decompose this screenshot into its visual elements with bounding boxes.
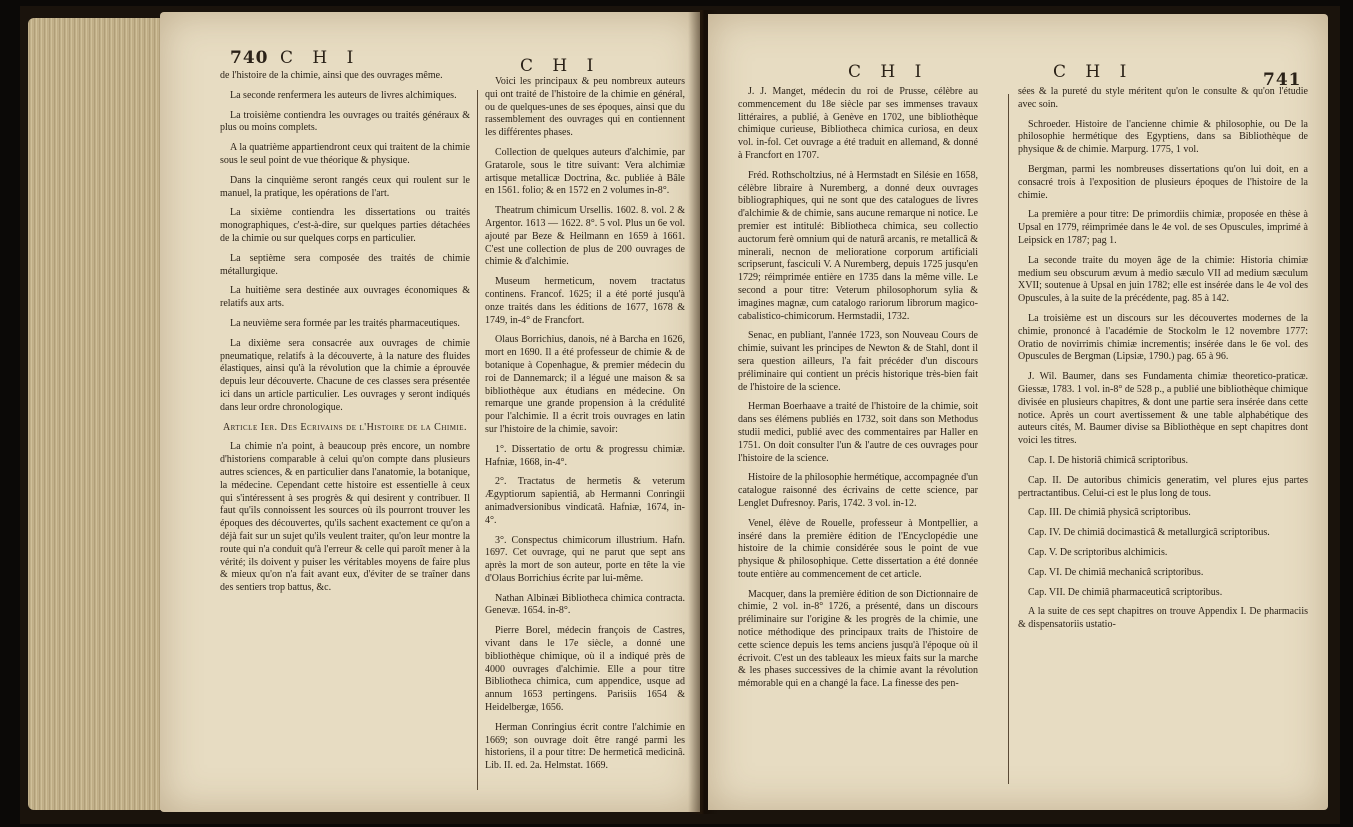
- paragraph: Olaus Borrichius, danois, né à Barcha en 1626, mort en 1690. Il a été professeur de chimie & de botanique à Copenhague, & premier médecin du roi de Dannemarck; il a légué une maison & sa bibliothèque aux étudians en médecine. On remarque une grande propension à la crédulité pour l'alchimie. Il a écrit trois ouvrages en latin sur l'histoire de la chimie, savoir:: [485, 334, 685, 435]
- paragraph: Macquer, dans la première édition de son Dictionnaire de chimie, 2 vol. in-8° 1726, a présenté, dans un discours préliminaire sur l'origine & les progrès de la chimie, une notice méthodique des principaux traits de l'histoire de cette science depuis les tems anciens jusqu'à l'époque où il écrivoit. C'est un des tableaux les mieux faits sur la marche & les phases successives de la chimie avant la révolution mémorable qui en a changé la face. La finesse des pen-: [738, 588, 978, 690]
- paragraph: La huitième sera destinée aux ouvrages économiques & relatifs aux arts.: [220, 285, 470, 310]
- text-column-1: [220, 70, 470, 805]
- right-page: [708, 14, 1328, 810]
- paragraph: Venel, élève de Rouelle, professeur à Montpellier, a inséré dans la première édition de l'Encyclopédie une histoire de la chimie considérée sous le point de vue physique & philosophique. Cette dissertation a été donnée toute entière au commencement de cet article.: [738, 517, 978, 580]
- paragraph: Bergman, parmi les nombreuses dissertations qu'on lui doit, en a consacré trois à l'exposition de plusieurs époques de l'histoire de la chimie.: [1018, 163, 1308, 201]
- paragraph: La sixième contiendra les dissertations ou traités monographiques, c'est-à-dire, sur quelques parties détachées de la chimie ou sur quelques corps en particulier.: [220, 207, 470, 244]
- column-rule: [1008, 94, 1009, 784]
- paragraph: Theatrum chimicum Ursellis. 1602. 8. vol. 2 & Argentor. 1613 — 1622. 8°. 5 vol. Plus un 6e vol. ajouté par Beze & Heilmann en 1659 à 1661. C'est une collection de plus de 200 ouvrages de chimie & d'alchimie.: [485, 205, 685, 268]
- paragraph: Fréd. Rothscholtzius, né à Hermstadt en Silésie en 1658, célèbre libraire à Nuremberg, a donné deux ouvrages bibliographiques, qui ne sont que des catalogues de livres d'alchimie & de chimie, sans aucune remarque ni notice. Le premier est intitulé: Bibliotheca chimica, seu collectio auctorum ferè omnium qui de naturâ arcanis, re metallicâ & minerali, necnon de melioratione corporum artificiali scripserunt, fasciculi V. A Nuremberg, depuis 1725 jusqu'en 1729; réimprimée entière en 1735 dans la même ville. Le second a pour titre: Veterum philosophorum sylia & imagines magnæ, cum catalogo rariorum librorum magico-cabalistico-chimicorum. Hermstadii, 1732.: [738, 169, 978, 322]
- paragraph: Dans la cinquième seront rangés ceux qui roulent sur le manuel, la pratique, les opérations de l'art.: [220, 174, 470, 199]
- page-edges: [28, 18, 178, 810]
- paragraph: Nathan Albinæi Bibliotheca chimica contracta. Genevæ. 1654. in-8°.: [485, 592, 685, 617]
- paragraph: J. J. Manget, médecin du roi de Prusse, célèbre au commencement du 18e siècle par ses immenses travaux littéraires, a publié, à Genève en 1702, une bibliothèque chimique curieuse, Bibliotheca chimica curiosa, en deux vol. in-fol. Cet ouvrage a été traduit en allemand, & donné à Francfort en 1707.: [738, 86, 978, 161]
- paragraph: Histoire de la philosophie hermétique, accompagnée d'un catalogue raisonné des écrivains de cette science, par Lenglet Dufresnoy. Paris, 1742. 3 vol. in-12.: [738, 472, 978, 509]
- paragraph: Cap. I. De historiâ chimicâ scriptoribus.: [1028, 454, 1188, 466]
- paragraph: La troisième est un discours sur les découvertes modernes de la chimie, prononcé à l'académie de Stockolm le 12 novembre 1777: Oratio de novirrimis chimiæ incrementis; insérée dans le 6e vol. des Opuscules de Bergman (Lipsiæ, 1790.) pag. 65 à 96.: [1018, 312, 1308, 363]
- running-head: C H I: [520, 56, 601, 76]
- paragraph: Schroeder. Histoire de l'ancienne chimie & philosophie, ou De la philosophie hermétique des Egyptiens, dans sa Bibliothèque de physique & de chimie. Marpurg. 1775, 1 vol.: [1018, 118, 1308, 156]
- paragraph: La seconde traite du moyen âge de la chimie: Historia chimiæ medium seu obscurum ævum à medio sæculo VII ad medium sæculum XVII; soutenue à Upsal en juin 1782; elle est insérée dans le 4e vol des Opuscules, à la suite de la précédente, pag. 85 à 142.: [1018, 254, 1308, 305]
- paragraph: Cap. VI. De chimiâ mechanicâ scriptoribus.: [1028, 566, 1204, 578]
- paragraph: Cap. III. De chimiâ physicâ scriptoribus.: [1028, 507, 1191, 519]
- text-column-2: [1018, 86, 1308, 798]
- paragraph: de l'histoire de la chimie, ainsi que des ouvrages même.: [220, 70, 443, 81]
- paragraph: La septième sera composée des traités de chimie métallurgique.: [220, 252, 470, 277]
- column-rule: [477, 90, 478, 790]
- paragraph: 2°. Tractatus de hermetis & veterum Ægyptiorum sapientiâ, ab Hermanni Conringii animadversionibus vindicatâ. Hafniæ, 1674, in-4°.: [485, 476, 685, 526]
- paragraph: Herman Conringius écrit contre l'alchimie en 1669; son ouvrage doit être rangé parmi les historiens, il a pour titre: De hermeticâ medicinâ. Lib. II. ed. 2a. Helmstat. 1669.: [485, 721, 685, 772]
- paragraph: Collection de quelques auteurs d'alchimie, par Gratarole, sous le titre suivant: Vera alchimiæ artisque metallicæ Doctrina, &c. publiée à Bâle en 1561. folio; & en 1572 en 2 volumes in-8°.: [485, 146, 685, 197]
- paragraph: Herman Boerhaave a traité de l'histoire de la chimie, soit dans ses élémens publiés en 1732, soit dans son Methodus studii medici, publié avec des commentaires par Haller en 1751. On doit consulter l'un & l'autre de ces ouvrages pour l'histoire de la science.: [738, 401, 978, 464]
- paragraph: Senac, en publiant, l'année 1723, son Nouveau Cours de chimie, suivant les principes de Newton & de Stahl, dont il sera question ailleurs, l'a fait précéder d'un discours préliminaire qui contient un précis historique très-bien fait de l'histoire de la science.: [738, 330, 978, 393]
- paragraph: 3°. Conspectus chimicorum illustrium. Hafn. 1697. Cet ouvrage, qui ne parut que sept ans après la mort de son auteur, porte en tête la vie d'Olaus Borrichius écrite par lui-même.: [485, 534, 685, 584]
- paragraph: A la suite de ces sept chapitres on trouve Appendix I. De pharmaciis & dispensatoriis ustatio-: [1018, 606, 1308, 631]
- paragraph: La seconde renfermera les auteurs de livres alchimiques.: [230, 89, 457, 101]
- paragraph: La première a pour titre: De primordiis chimiæ, proposée en thèse à Upsal en 1779, réimprimée dans le 4e vol. de ses Opuscules, imprimé à Leipsick en 1787; pag 1.: [1018, 209, 1308, 246]
- page-number: 741: [1263, 70, 1302, 90]
- paragraph: Pierre Borel, médecin françois de Castres, vivant dans le 17e siècle, a donné une bibliothèque chimique, où il a indiqué près de 4000 ouvrages d'alchimie. Elle a pour titre Bibliotheca chimica, cum appendice, usque ad annum 1653 pertingens. Parisiis 1654 & Heidelbergæ, 1656.: [485, 625, 685, 714]
- paragraph: J. Wil. Baumer, dans ses Fundamenta chimiæ theoretico-praticæ. Giessæ, 1783. 1 vol. in-8° de 528 p., a publié une bibliothèque chimique divisée en plusieurs chapitres, & dont une partie sera insérée dans cette notice. Après un court avertissement & une table alphabétique des auteurs cités, M. Baumer divise sa Bibliothèque en sept chapitres dont voici les titres.: [1018, 371, 1308, 447]
- left-page: [160, 12, 700, 812]
- page-number: 740: [230, 48, 269, 68]
- paragraph: La troisième contiendra les ouvrages ou traités généraux & plus ou moins complets.: [220, 109, 470, 134]
- running-head: C H I: [280, 48, 361, 68]
- text-column-2: [485, 76, 685, 806]
- paragraph: Cap. V. De scriptoribus alchimicis.: [1028, 546, 1168, 558]
- paragraph: sées & la pureté du style méritent qu'on le consulte & qu'on l'étudie avec soin.: [1018, 86, 1308, 110]
- section-heading: Article Ier. Des Ecrivains de l'Histoire de la Chimie.: [222, 421, 468, 433]
- text-column-1: [738, 86, 978, 798]
- paragraph: La dixième sera consacrée aux ouvrages de chimie pneumatique, relatifs à la découverte, à la nature des fluides élastiques, ainsi qu'à la révolution que la chimie a éprouvée depuis leur découverte. Chacune de ces classes sera présentée ici dans un article particulier. Les ouvrages y seront indiqués dans leur ordre chronologique.: [220, 337, 470, 413]
- paragraph: Cap. II. De autoribus chimicis generatim, vel plures ejus partes pertractantibus. Celui-ci est le plus long de tous.: [1018, 474, 1308, 499]
- paragraph: La chimie n'a point, à beaucoup près encore, un nombre d'historiens comparable à celui qu'on compte dans plusieurs autres sciences, & en particulier dans l'anatomie, la botanique, la médecine. Cependant cette histoire est essentielle à ceux qui s'intéressent à ses progrès & qui desirent y contribuer. Il faut qu'ils connoissent les sources où ils pourront trouver les époques des découvertes, qu'ils sachent exactement ce qu'on a déjà fait sur un sujet qu'ils veulent traiter, qu'on leur montre la route qui n'a conduit qu'à l'erreur & celle qui paroît mener à la vérité; ils doivent y puiser les véritables moyens de faire plus & mieux qu'on n'a fait avant eux, d'éviter de se traîner dans des sentiers trop battus, &c.: [220, 441, 470, 594]
- paragraph: Voici les principaux & peu nombreux auteurs qui ont traité de l'histoire de la chimie en général, ou de quelques-unes de ses époques, ainsi que du rassemblement des ouvrages qui en contiennent les différentes phases.: [485, 76, 685, 139]
- paragraph: Museum hermeticum, novem tractatus continens. Francof. 1625; il a été porté jusqu'à onze traités dans les éditions de 1677, 1678 & 1749, in-4° de Francfort.: [485, 276, 685, 326]
- paragraph: A la quatrième appartiendront ceux qui traitent de la chimie sous le seul point de vue théorique & physique.: [220, 142, 470, 166]
- running-head: C H I: [1053, 62, 1134, 82]
- running-head: C H I: [848, 62, 929, 82]
- paragraph: Cap. VII. De chimiâ pharmaceuticâ scriptoribus.: [1028, 586, 1223, 598]
- paragraph: Cap. IV. De chimiâ docimasticâ & metallurgicâ scriptoribus.: [1028, 527, 1270, 539]
- paragraph: La neuvième sera formée par les traités pharmaceutiques.: [230, 317, 460, 329]
- paragraph: 1°. Dissertatio de ortu & progressu chimiæ. Hafniæ, 1668, in-4°.: [485, 443, 685, 468]
